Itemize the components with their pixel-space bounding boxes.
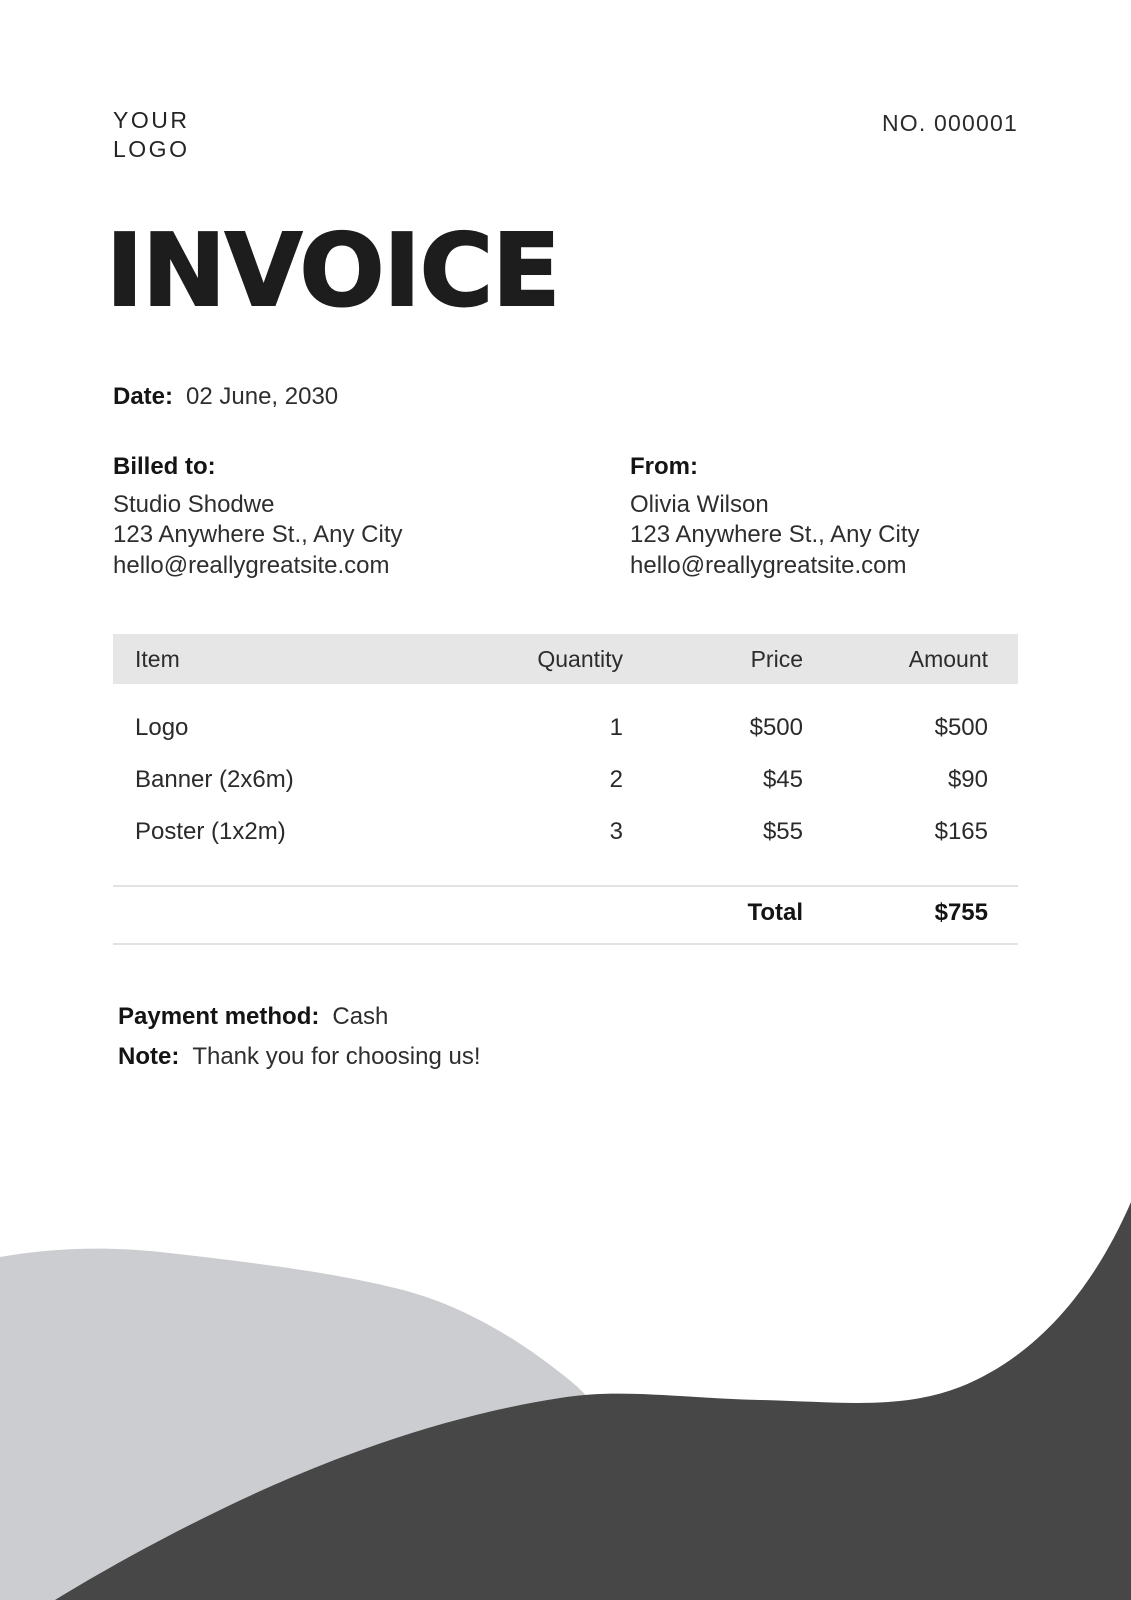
date-value: 02 June, 2030 bbox=[186, 383, 339, 410]
price-cell: $55 bbox=[762, 818, 803, 845]
total-label: Total bbox=[747, 899, 803, 926]
note-row bbox=[118, 1037, 481, 1077]
item-cell: Logo bbox=[135, 714, 189, 741]
billed-to-address: 123 Anywhere St., Any City bbox=[113, 521, 403, 548]
wave-light-shape bbox=[0, 1249, 668, 1600]
column-header-amount: Amount bbox=[908, 645, 988, 672]
table-row bbox=[113, 702, 1018, 754]
table-body bbox=[113, 684, 1018, 858]
quantity-cell: 3 bbox=[609, 818, 623, 845]
from-block bbox=[630, 452, 920, 581]
date-row bbox=[113, 383, 338, 411]
note-label: Note: bbox=[118, 1043, 180, 1070]
logo-line1: YOUR bbox=[113, 107, 190, 133]
footer-notes bbox=[118, 997, 481, 1077]
payment-method-row bbox=[118, 997, 481, 1037]
date-label: Date: bbox=[113, 383, 174, 410]
billed-to-block bbox=[113, 452, 403, 581]
price-cell: $45 bbox=[762, 766, 803, 793]
amount-cell: $165 bbox=[934, 818, 988, 845]
from-name: Olivia Wilson bbox=[630, 490, 769, 518]
items-table bbox=[113, 634, 1018, 945]
table-row bbox=[113, 754, 1018, 806]
total-value: $755 bbox=[934, 899, 988, 926]
invoice-number: NO. 000001 bbox=[881, 110, 1018, 136]
wave-dark-shape bbox=[55, 1202, 1131, 1600]
column-header-quantity: Quantity bbox=[537, 645, 623, 672]
table-row bbox=[113, 806, 1018, 858]
billed-to-name: Studio Shodwe bbox=[113, 490, 275, 518]
column-header-item: Item bbox=[135, 645, 180, 672]
payment-method-label: Payment method: bbox=[118, 1003, 320, 1030]
logo-text bbox=[113, 106, 189, 164]
from-email: hello@reallygreatsite.com bbox=[630, 551, 907, 579]
item-cell: Poster (1x2m) bbox=[135, 818, 286, 845]
page-title: INVOICE bbox=[106, 212, 560, 329]
amount-cell: $500 bbox=[934, 714, 988, 741]
logo-line2: LOGO bbox=[113, 136, 190, 162]
from-address: 123 Anywhere St., Any City bbox=[630, 521, 920, 548]
price-cell: $500 bbox=[749, 714, 803, 741]
payment-method-value: Cash bbox=[332, 1003, 389, 1030]
total-row bbox=[113, 887, 1018, 939]
from-label: From: bbox=[630, 453, 698, 480]
quantity-cell: 1 bbox=[609, 714, 623, 741]
note-value: Thank you for choosing us! bbox=[192, 1043, 481, 1070]
column-header-price: Price bbox=[750, 645, 803, 672]
quantity-cell: 2 bbox=[609, 766, 623, 793]
billed-to-label: Billed to: bbox=[113, 453, 216, 480]
billed-to-email: hello@reallygreatsite.com bbox=[113, 551, 390, 579]
amount-cell: $90 bbox=[947, 766, 988, 793]
table-header-row bbox=[113, 634, 1018, 684]
item-cell: Banner (2x6m) bbox=[135, 766, 294, 793]
total-divider-bottom bbox=[113, 943, 1018, 945]
bottom-wave-graphic bbox=[0, 1150, 1131, 1600]
